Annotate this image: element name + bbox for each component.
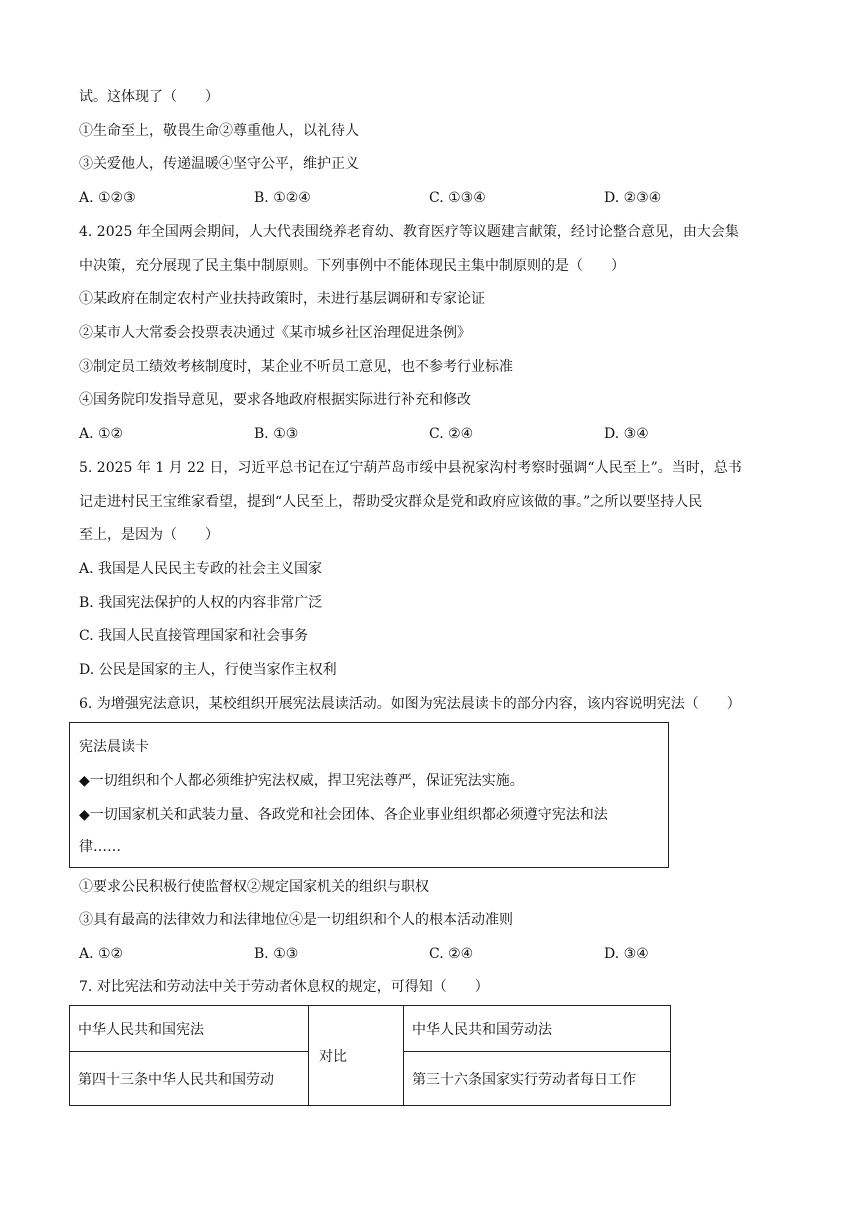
- q7-stem: 7. 对比宪法和劳动法中关于劳动者休息权的规定，可得知（ ）: [79, 979, 489, 995]
- q6-stem: 6. 为增强宪法意识，某校组织开展宪法晨读活动。如图为宪法晨读卡的部分内容，该内容说明宪法（ ）: [79, 696, 741, 712]
- table-right-header: 中华人民共和国劳动法: [404, 1006, 671, 1052]
- comparison-table: [69, 1005, 671, 1106]
- q3-statement-1: ①生命至上，敬畏生命②尊重他人，以礼待人: [79, 123, 359, 139]
- q6-statement-1: ①要求公民积极行使监督权②规定国家机关的组织与职权: [79, 879, 429, 895]
- q5-option-c[interactable]: C. 我国人民直接管理国家和社会事务: [79, 628, 309, 644]
- q6-option-c[interactable]: C. ②④: [429, 946, 474, 962]
- q4-option-a[interactable]: A. ①②: [79, 426, 124, 442]
- constitution-reading-card: [69, 722, 669, 868]
- card-item-1: ◆一切组织和个人都必须维护宪法权威，捍卫宪法尊严，保证宪法实施。: [79, 773, 524, 789]
- q4-statement-3: ③制定员工绩效考核制度时，某企业不听员工意见，也不参考行业标准: [79, 359, 513, 375]
- q4-stem-line-2: 中决策，充分展现了民主集中制原则。下列事例中不能体现民主集中制原则的是（ ）: [79, 258, 625, 274]
- q4-statement-1: ①某政府在制定农村产业扶持政策时，未进行基层调研和专家论证: [79, 291, 485, 307]
- q3-option-c[interactable]: C. ①③④: [429, 190, 486, 206]
- q6-option-d[interactable]: D. ③④: [604, 946, 649, 962]
- q4-stem-line-1: 4. 2025 年全国两会期间，人大代表围绕养老育幼、教育医疗等议题建言献策，经讨论整合意见，由大会集: [79, 224, 739, 240]
- q5-stem-line-1: 5. 2025 年 1 月 22 日，习近平总书记在辽宁葫芦岛市绥中县祝家沟村考察时强调“人民至上”。当时，总书: [79, 460, 742, 476]
- table-compare-label: 对比: [309, 1006, 404, 1106]
- q4-statement-4: ④国务院印发指导意见，要求各地政府根据实际进行补充和修改: [79, 392, 471, 408]
- table-left-body: 第四十三条中华人民共和国劳动: [70, 1052, 309, 1106]
- card-item-2: ◆一切国家机关和武装力量、各政党和社会团体、各企业事业组织都必须遵守宪法和法: [79, 807, 608, 823]
- q4-statement-2: ②某市人大常委会投票表决通过《某市城乡社区治理促进条例》: [79, 325, 471, 341]
- q3-option-a[interactable]: A. ①②③: [79, 190, 136, 206]
- q5-stem-line-3: 至上，是因为（ ）: [79, 527, 219, 543]
- card-item-2-continued: 律……: [79, 839, 121, 855]
- q4-option-d[interactable]: D. ③④: [604, 426, 649, 442]
- q6-option-b[interactable]: B. ①③: [254, 946, 299, 962]
- table-left-header: 中华人民共和国宪法: [70, 1006, 309, 1052]
- q5-stem-line-2: 记走进村民王宝维家看望，提到“人民至上，帮助受灾群众是党和政府应该做的事。”之所以要坚持人民: [79, 494, 703, 510]
- q4-option-c[interactable]: C. ②④: [429, 426, 474, 442]
- q3-option-d[interactable]: D. ②③④: [604, 190, 662, 206]
- q5-option-b[interactable]: B. 我国宪法保护的人权的内容非常广泛: [79, 595, 323, 611]
- q3-statement-2: ③关爱他人，传递温暖④坚守公平，维护正义: [79, 156, 359, 172]
- q6-option-a[interactable]: A. ①②: [79, 946, 124, 962]
- q5-option-d[interactable]: D. 公民是国家的主人，行使当家作主权利: [79, 662, 337, 678]
- q3-stem-tail: 试。这体现了（ ）: [79, 89, 219, 105]
- q4-option-b[interactable]: B. ①③: [254, 426, 299, 442]
- q5-option-a[interactable]: A. 我国是人民民主专政的社会主义国家: [79, 561, 323, 577]
- table-right-body: 第三十六条国家实行劳动者每日工作: [404, 1052, 671, 1106]
- q6-statement-2: ③具有最高的法律效力和法律地位④是一切组织和个人的根本活动准则: [79, 912, 513, 928]
- card-title: 宪法晨读卡: [79, 739, 149, 755]
- q3-option-b[interactable]: B. ①②④: [254, 190, 311, 206]
